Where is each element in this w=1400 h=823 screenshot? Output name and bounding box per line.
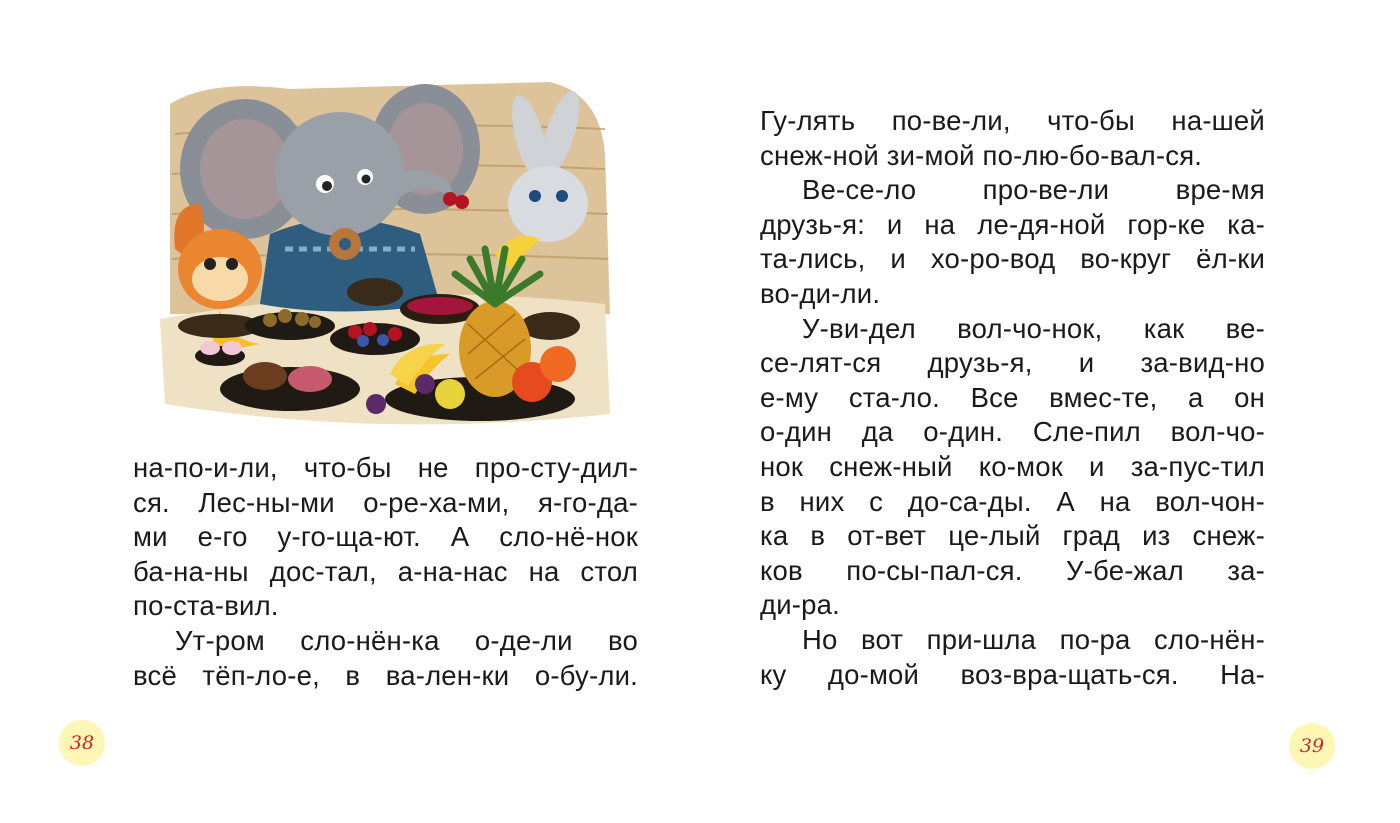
text-line: по-ста-вил. (133, 590, 279, 622)
text-line: ка в от-вет це-лый град из снеж- (760, 520, 1265, 552)
text-line: на-по-и-ли, что-бы не про-сту-дил- (133, 452, 638, 483)
text-line: друзь-я: и на ле-дя-ной гор-ке ка- (760, 208, 1265, 240)
text-line: се-лят-ся друзь-я, и за-вид-но (760, 347, 1265, 379)
text-line: всё тёп-ло-е, в ва-лен-ки о-бу-ли. (133, 659, 638, 691)
text-line: Ут-ром сло-нён-ка о-де-ли во (175, 624, 638, 656)
text-line: во-ди-ли. (760, 277, 881, 309)
text-line: ми е-го у-го-ща-ют. А сло-нё-нок (133, 521, 638, 553)
illustration-feast (150, 64, 610, 434)
text-line: Но вот при-шла по-ра сло-нён- (802, 623, 1265, 655)
page-number: 38 (59, 720, 105, 766)
text-line: ков по-сы-пал-ся. У-бе-жал за- (760, 554, 1265, 586)
text-line: е-му ста-ло. Все вмес-те, а он (760, 381, 1265, 413)
text-line: нок снеж-ный ко-мок и за-пус-тил (760, 450, 1265, 482)
text-line: У-ви-дел вол-чо-нок, как ве- (802, 312, 1265, 344)
text-line: та-лись, и хо-ро-вод во-круг ёл-ки (760, 243, 1265, 275)
right-page (700, 0, 1400, 823)
text-line: в них с до-са-ды. А на вол-чон- (760, 485, 1265, 517)
text-line: ба-на-ны дос-тал, а-на-нас на стол (133, 555, 638, 587)
right-page-text (760, 104, 1265, 692)
text-line: Гу-лять по-ве-ли, что-бы на-шей (760, 105, 1265, 136)
page-number: 39 (1289, 723, 1335, 769)
text-line: ся. Лес-ны-ми о-ре-ха-ми, я-го-да- (133, 486, 638, 518)
text-line: ку до-мой воз-вра-щать-ся. На- (760, 658, 1265, 690)
text-line: о-дин да о-дин. Сле-пил вол-чо- (760, 416, 1265, 448)
left-page-text (133, 451, 638, 693)
text-line: ди-ра. (760, 589, 840, 621)
text-line: снеж-ной зи-мой по-лю-бо-вал-ся. (760, 139, 1203, 171)
text-line: Ве-се-ло про-ве-ли вре-мя (802, 174, 1265, 206)
